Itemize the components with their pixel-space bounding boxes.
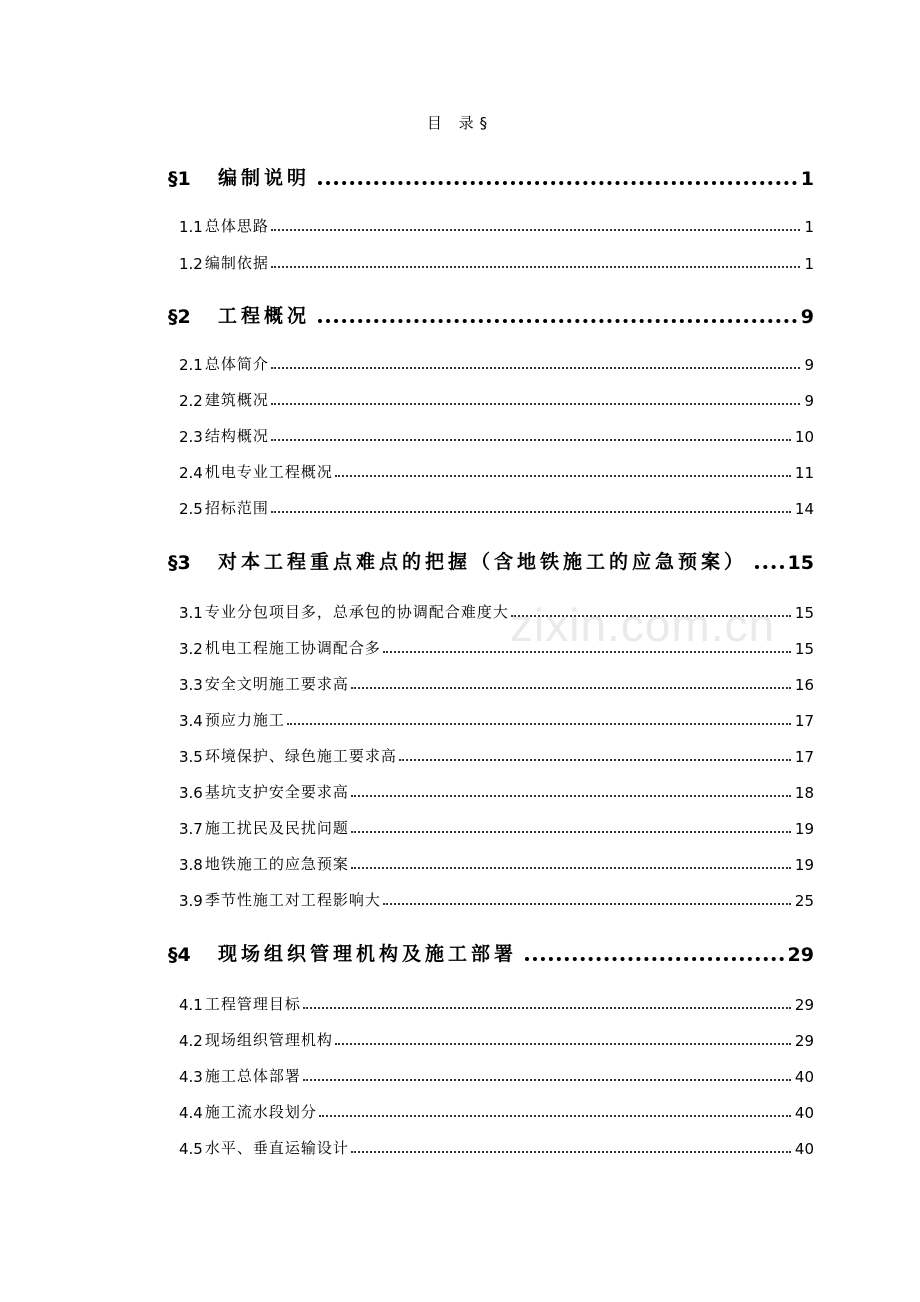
page-number: 40: [794, 1104, 814, 1122]
toc-section[interactable]: [179, 816, 814, 838]
page-number: 1: [804, 255, 814, 273]
dot-leader: [271, 367, 801, 369]
section-number: 2.3: [179, 428, 203, 446]
toc-section[interactable]: [179, 992, 814, 1014]
chapter-title: 工程概况: [218, 305, 311, 327]
section-number: 4.2: [179, 1032, 203, 1050]
chapter-number: §4: [168, 944, 191, 966]
toc-section[interactable]: [179, 852, 814, 874]
toc-section[interactable]: [179, 1136, 814, 1158]
page-number: 40: [794, 1068, 814, 1086]
toc-section[interactable]: [179, 744, 814, 766]
page-number: 29: [787, 944, 814, 966]
section-number: 3.1: [179, 604, 203, 622]
page-number: 1: [800, 168, 814, 190]
page-number: 29: [794, 1032, 814, 1050]
toc-section[interactable]: [179, 352, 814, 374]
page-number: 14: [794, 500, 814, 518]
toc-section[interactable]: [179, 424, 814, 446]
section-number: 1.2: [179, 255, 203, 273]
toc-section[interactable]: [179, 708, 814, 730]
page-number: 25: [794, 892, 814, 910]
section-number: 3.9: [179, 892, 203, 910]
dot-leader: [271, 229, 801, 231]
dot-leader: [399, 759, 791, 761]
chapter-title: 对本工程重点难点的把握（含地铁施工的应急预案）: [218, 551, 748, 573]
section-title: 工程管理目标: [204, 995, 301, 1013]
section-title: 机电专业工程概况: [204, 463, 333, 481]
section-number: 2.5: [179, 500, 203, 518]
dot-leader: [351, 687, 791, 689]
dot-leader: [525, 957, 784, 961]
dot-leader: [319, 1115, 791, 1117]
toc-section[interactable]: [179, 1100, 814, 1122]
dot-leader: [271, 266, 801, 268]
dot-leader: [351, 831, 791, 833]
section-title: 地铁施工的应急预案: [204, 855, 349, 873]
dot-leader: [318, 319, 797, 323]
dot-leader: [351, 795, 791, 797]
section-title: 建筑概况: [204, 391, 269, 409]
page-number: 15: [794, 604, 814, 622]
dot-leader: [383, 903, 791, 905]
section-number: 2.4: [179, 464, 203, 482]
section-title: 总体思路: [204, 217, 269, 235]
section-title: 总体简介: [204, 355, 269, 373]
section-number: 3.3: [179, 676, 203, 694]
section-title: 水平、垂直运输设计: [204, 1139, 349, 1157]
page-number: 10: [794, 428, 814, 446]
section-title: 季节性施工对工程影响大: [204, 891, 381, 909]
chapter-title: 编制说明: [218, 167, 311, 189]
section-title: 招标范围: [204, 499, 269, 517]
section-title: 现场组织管理机构: [204, 1031, 333, 1049]
toc-section[interactable]: [179, 388, 814, 410]
section-title: 基坑支护安全要求高: [204, 783, 349, 801]
dot-leader: [303, 1007, 791, 1009]
toc-section[interactable]: [179, 496, 814, 518]
toc-section[interactable]: [179, 214, 814, 236]
page-number: 15: [787, 552, 814, 574]
section-title: 编制依据: [204, 254, 269, 272]
section-number: 4.3: [179, 1068, 203, 1086]
dot-leader: [271, 439, 791, 441]
chapter-number: §1: [168, 168, 191, 190]
page-number: 17: [794, 748, 814, 766]
section-title: 施工扰民及民扰问题: [204, 819, 349, 837]
section-title: 专业分包项目多，总承包的协调配合难度大: [204, 603, 509, 621]
dot-leader: [351, 1151, 791, 1153]
dot-leader: [335, 1043, 791, 1045]
toc-section[interactable]: [179, 888, 814, 910]
chapter-number: §3: [168, 552, 191, 574]
page-number: 19: [794, 820, 814, 838]
section-number: 1.1: [179, 218, 203, 236]
dot-leader: [351, 867, 791, 869]
section-title: 施工总体部署: [204, 1067, 301, 1085]
section-number: 3.4: [179, 712, 203, 730]
toc-chapter[interactable]: [168, 938, 814, 966]
section-number: 4.4: [179, 1104, 203, 1122]
section-title: 施工流水段划分: [204, 1103, 317, 1121]
dot-leader: [271, 403, 801, 405]
toc-section[interactable]: [179, 780, 814, 802]
section-number: 3.8: [179, 856, 203, 874]
toc-chapter[interactable]: [168, 546, 814, 574]
toc-section[interactable]: [179, 251, 814, 273]
page-number: 15: [794, 640, 814, 658]
toc-section[interactable]: [179, 460, 814, 482]
page-number: 1: [804, 218, 814, 236]
dot-leader: [318, 181, 797, 185]
page-number: 19: [794, 856, 814, 874]
page-number: 11: [794, 464, 814, 482]
toc-title: 目 录§: [426, 114, 494, 132]
toc-chapter[interactable]: [168, 162, 814, 190]
section-number: 3.6: [179, 784, 203, 802]
chapter-title: 现场组织管理机构及施工部署: [218, 943, 518, 965]
section-number: 4.5: [179, 1140, 203, 1158]
page-number: 17: [794, 712, 814, 730]
section-title: 机电工程施工协调配合多: [204, 639, 381, 657]
section-title: 环境保护、绿色施工要求高: [204, 747, 397, 765]
chapter-number: §2: [168, 306, 191, 328]
page-number: 40: [794, 1140, 814, 1158]
dot-leader: [303, 1079, 791, 1081]
page-number: 16: [794, 676, 814, 694]
section-title: 结构概况: [204, 427, 269, 445]
page-number: 9: [804, 392, 814, 410]
dot-leader: [287, 723, 791, 725]
toc-chapter[interactable]: [168, 300, 814, 328]
page-number: 29: [794, 996, 814, 1014]
toc-section[interactable]: [179, 1028, 814, 1050]
section-number: 4.1: [179, 996, 203, 1014]
section-number: 2.1: [179, 356, 203, 374]
dot-leader: [335, 475, 791, 477]
dot-leader: [755, 565, 784, 569]
section-number: 2.2: [179, 392, 203, 410]
section-number: 3.7: [179, 820, 203, 838]
section-number: 3.2: [179, 640, 203, 658]
dot-leader: [271, 511, 791, 513]
section-number: 3.5: [179, 748, 203, 766]
toc-section[interactable]: [179, 672, 814, 694]
page-number: 9: [804, 356, 814, 374]
page-number: 9: [800, 306, 814, 328]
section-title: 预应力施工: [204, 711, 285, 729]
section-title: 安全文明施工要求高: [204, 675, 349, 693]
page-number: 18: [794, 784, 814, 802]
watermark-text: zixin.com.cn: [510, 599, 776, 651]
toc-section[interactable]: [179, 1064, 814, 1086]
